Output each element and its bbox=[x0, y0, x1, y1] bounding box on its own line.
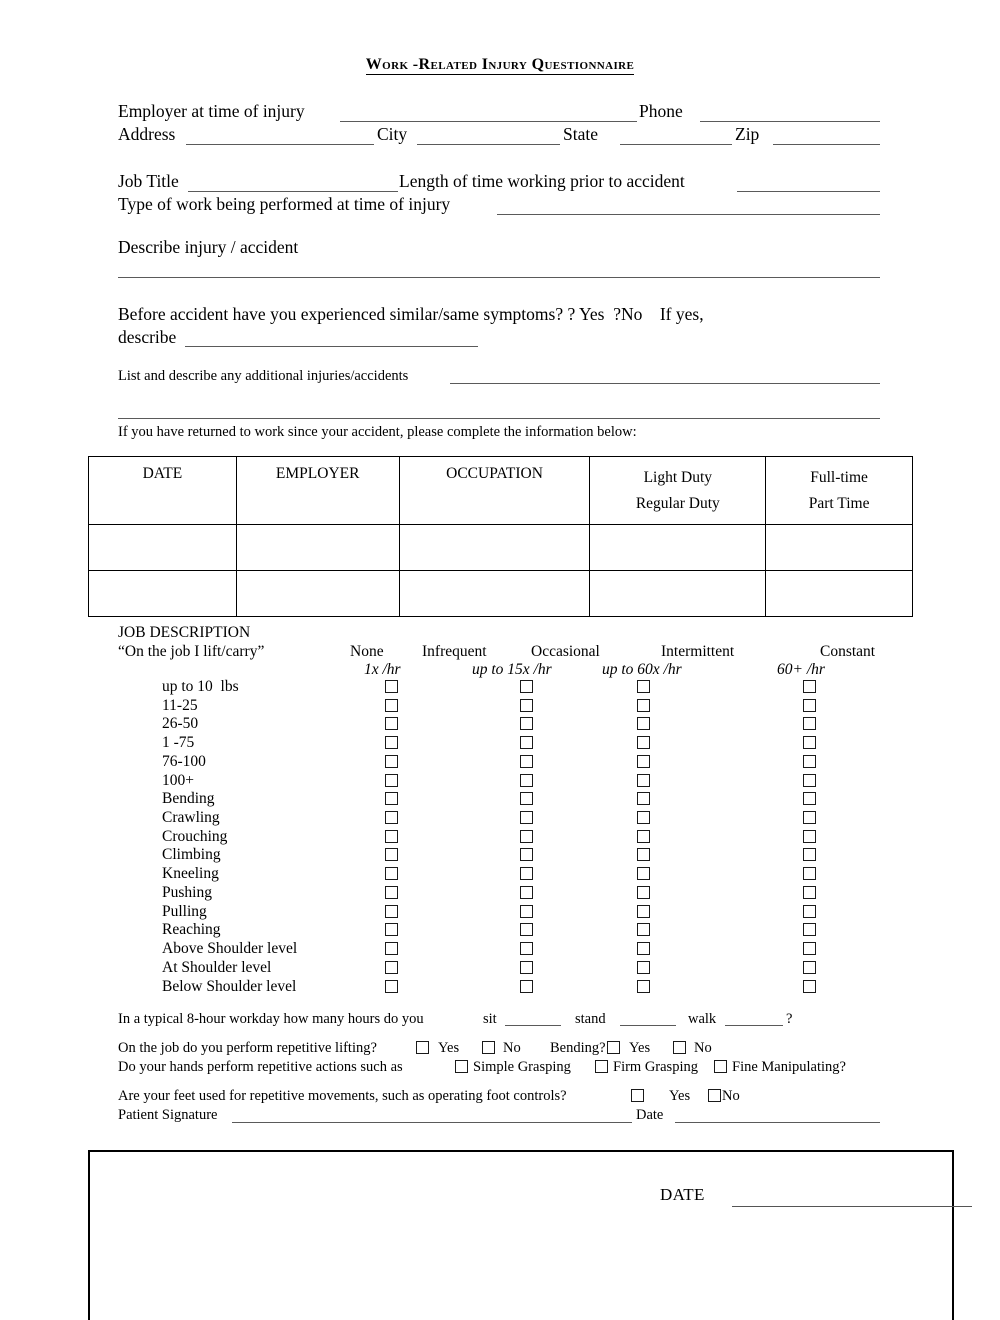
hands-repetitive-question: Do your hands perform repetitive actions such as bbox=[118, 1059, 403, 1075]
table-header-duty bbox=[590, 457, 766, 525]
repetitive-lifting-question: On the job do you perform repetitive lifting? bbox=[118, 1040, 377, 1056]
table-cell-time[interactable] bbox=[766, 570, 913, 616]
activity-checkbox-constant[interactable] bbox=[803, 774, 816, 787]
prior-symptoms-describe-input-line[interactable] bbox=[185, 346, 478, 347]
activity-label: Crouching bbox=[162, 827, 228, 845]
freq-header-intermittent: Intermittent bbox=[661, 643, 735, 660]
freq-rate-occasional: up to 60x /hr bbox=[602, 661, 682, 678]
activity-checkbox-infrequent[interactable] bbox=[520, 867, 533, 880]
activity-checkbox-infrequent[interactable] bbox=[520, 774, 533, 787]
additional-injuries-input-line-2[interactable] bbox=[118, 418, 880, 419]
activity-checkbox-none[interactable] bbox=[385, 736, 398, 749]
activity-checkbox-infrequent[interactable] bbox=[520, 699, 533, 712]
repetitive-lifting-yes-checkbox[interactable] bbox=[416, 1041, 429, 1054]
activity-checkbox-constant[interactable] bbox=[803, 699, 816, 712]
freq-header-none: None bbox=[350, 643, 384, 660]
activity-checkbox-infrequent[interactable] bbox=[520, 848, 533, 861]
activity-checkbox-infrequent[interactable] bbox=[520, 980, 533, 993]
employer-input-line[interactable] bbox=[340, 121, 637, 122]
activity-checkbox-constant[interactable] bbox=[803, 886, 816, 899]
activity-checkbox-constant[interactable] bbox=[803, 848, 816, 861]
header-occupation-text: OCCUPATION bbox=[446, 465, 543, 482]
activity-checkbox-none[interactable] bbox=[385, 848, 398, 861]
firm-grasping-label: Firm Grasping bbox=[613, 1059, 698, 1075]
patient-signature-label: Patient Signature bbox=[118, 1107, 218, 1123]
activity-checkbox-constant[interactable] bbox=[803, 961, 816, 974]
activity-checkbox-infrequent[interactable] bbox=[520, 923, 533, 936]
activity-label: Below Shoulder level bbox=[162, 977, 297, 995]
stand-label: stand bbox=[575, 1011, 606, 1027]
activity-checkbox-constant[interactable] bbox=[803, 942, 816, 955]
activity-checkbox-none[interactable] bbox=[385, 905, 398, 918]
activity-label: 1 -75 bbox=[162, 734, 195, 752]
activity-checkbox-occasional[interactable] bbox=[637, 867, 650, 880]
feet-no-label: No bbox=[722, 1088, 740, 1104]
header-employer-text: EMPLOYER bbox=[275, 465, 360, 482]
header-light-duty-text: Light Duty bbox=[643, 469, 713, 486]
activity-checkbox-occasional[interactable] bbox=[637, 755, 650, 768]
activity-checkbox-constant[interactable] bbox=[803, 755, 816, 768]
activity-checkbox-occasional[interactable] bbox=[637, 699, 650, 712]
activity-checkbox-none[interactable] bbox=[385, 867, 398, 880]
activity-checkbox-occasional[interactable] bbox=[637, 792, 650, 805]
zip-input-line[interactable] bbox=[773, 144, 880, 145]
activity-label: 11-25 bbox=[162, 696, 198, 714]
table-cell-date[interactable] bbox=[89, 570, 237, 616]
activity-checkbox-infrequent[interactable] bbox=[520, 792, 533, 805]
sit-label: sit bbox=[483, 1011, 497, 1027]
additional-injuries-label: List and describe any additional injuries/accidents bbox=[118, 368, 409, 384]
activity-checkbox-constant[interactable] bbox=[803, 717, 816, 730]
freq-header-occasional: Occasional bbox=[531, 643, 600, 660]
activity-checkbox-infrequent[interactable] bbox=[520, 736, 533, 749]
job-description-subheading: “On the job I lift/carry” bbox=[118, 643, 265, 660]
activity-checkbox-constant[interactable] bbox=[803, 923, 816, 936]
activity-label: Pulling bbox=[162, 902, 207, 920]
table-header-occupation bbox=[399, 457, 590, 525]
phone-label: Phone bbox=[639, 101, 683, 121]
activity-checkbox-infrequent[interactable] bbox=[520, 717, 533, 730]
type-of-work-label: Type of work being performed at time of injury bbox=[118, 194, 451, 214]
feet-yes-checkbox[interactable] bbox=[631, 1089, 644, 1102]
activity-checkbox-none[interactable] bbox=[385, 699, 398, 712]
table-cell-date[interactable] bbox=[89, 524, 237, 570]
city-label: City bbox=[377, 124, 408, 144]
job-title-input-line[interactable] bbox=[188, 191, 398, 192]
activity-checkbox-occasional[interactable] bbox=[637, 923, 650, 936]
activity-label: At Shoulder level bbox=[162, 958, 272, 976]
workday-question-prefix: In a typical 8-hour workday how many hours do you bbox=[118, 1011, 424, 1027]
table-cell-employer[interactable] bbox=[236, 524, 399, 570]
activity-checkbox-occasional[interactable] bbox=[637, 736, 650, 749]
feet-yes-label: Yes bbox=[669, 1088, 691, 1104]
page-title-text: Work -Related Injury Questionnaire bbox=[365, 56, 635, 73]
activity-checkbox-constant[interactable] bbox=[803, 680, 816, 693]
repetitive-lifting-yes-label: Yes bbox=[438, 1040, 460, 1056]
activity-checkbox-occasional[interactable] bbox=[637, 942, 650, 955]
employer-label: Employer at time of injury bbox=[118, 101, 305, 121]
firm-grasping-checkbox[interactable] bbox=[595, 1060, 608, 1073]
length-of-time-label: Length of time working prior to accident bbox=[399, 171, 685, 191]
repetitive-lifting-no-checkbox[interactable] bbox=[482, 1041, 495, 1054]
job-title-label: Job Title bbox=[118, 171, 179, 191]
activity-label: Above Shoulder level bbox=[162, 940, 298, 958]
fine-manipulating-checkbox[interactable] bbox=[714, 1060, 727, 1073]
activity-checkbox-none[interactable] bbox=[385, 886, 398, 899]
feet-no-checkbox[interactable] bbox=[708, 1089, 721, 1102]
phone-input-line[interactable] bbox=[700, 121, 880, 122]
table-cell-occupation[interactable] bbox=[399, 570, 590, 616]
returned-to-work-label: If you have returned to work since your accident, please complete the information below: bbox=[118, 424, 637, 440]
bending-no-label: No bbox=[694, 1040, 712, 1056]
signature-date-label: Date bbox=[636, 1107, 664, 1123]
activity-checkbox-occasional[interactable] bbox=[637, 774, 650, 787]
bottom-date-input-line[interactable] bbox=[732, 1206, 972, 1207]
activity-checkbox-infrequent[interactable] bbox=[520, 942, 533, 955]
header-date-text: DATE bbox=[142, 465, 183, 482]
activity-checkbox-infrequent[interactable] bbox=[520, 830, 533, 843]
activity-checkbox-infrequent[interactable] bbox=[520, 811, 533, 824]
type-of-work-input-line[interactable] bbox=[497, 214, 880, 215]
activity-checkbox-occasional[interactable] bbox=[637, 830, 650, 843]
activity-label: Reaching bbox=[162, 921, 221, 939]
sit-input-line[interactable] bbox=[505, 1025, 561, 1026]
table-header-employer bbox=[236, 457, 399, 525]
activity-checkbox-occasional[interactable] bbox=[637, 848, 650, 861]
activity-label: 76-100 bbox=[162, 752, 206, 770]
activity-checkbox-occasional[interactable] bbox=[637, 811, 650, 824]
table-header-row bbox=[89, 457, 913, 525]
feet-repetitive-question: Are your feet used for repetitive movements, such as operating foot controls? bbox=[118, 1088, 567, 1104]
page-title bbox=[0, 56, 1000, 74]
activity-checkbox-none[interactable] bbox=[385, 774, 398, 787]
freq-rate-intermittent: 60+ /hr bbox=[777, 661, 825, 678]
activity-label: 26-50 bbox=[162, 715, 199, 733]
prior-symptoms-describe-label: describe bbox=[118, 327, 177, 347]
bending-no-checkbox[interactable] bbox=[673, 1041, 686, 1054]
activity-checkbox-constant[interactable] bbox=[803, 830, 816, 843]
activity-checkbox-constant[interactable] bbox=[803, 905, 816, 918]
activity-checkbox-occasional[interactable] bbox=[637, 886, 650, 899]
freq-header-constant: Constant bbox=[820, 643, 876, 660]
activity-checkbox-infrequent[interactable] bbox=[520, 905, 533, 918]
activity-checkbox-none[interactable] bbox=[385, 830, 398, 843]
simple-grasping-label: Simple Grasping bbox=[473, 1059, 571, 1075]
activity-label: Climbing bbox=[162, 846, 221, 864]
simple-grasping-checkbox[interactable] bbox=[455, 1060, 468, 1073]
activity-checkbox-constant[interactable] bbox=[803, 736, 816, 749]
job-description-heading: JOB DESCRIPTION bbox=[118, 624, 251, 641]
patient-signature-input-line[interactable] bbox=[232, 1122, 632, 1123]
activity-checkbox-infrequent[interactable] bbox=[520, 755, 533, 768]
bending-yes-checkbox[interactable] bbox=[607, 1041, 620, 1054]
bottom-date-label: DATE bbox=[660, 1185, 705, 1204]
length-of-time-input-line[interactable] bbox=[737, 191, 880, 192]
freq-header-infrequent: Infrequent bbox=[422, 643, 487, 660]
table-cell-time[interactable] bbox=[766, 524, 913, 570]
fine-manipulating-label: Fine Manipulating? bbox=[732, 1059, 846, 1075]
activity-checkbox-infrequent[interactable] bbox=[520, 680, 533, 693]
activity-checkbox-infrequent[interactable] bbox=[520, 886, 533, 899]
table-header-time bbox=[766, 457, 913, 525]
return-to-work-table bbox=[88, 456, 913, 617]
walk-label: walk bbox=[688, 1011, 717, 1027]
repetitive-lifting-no-label: No bbox=[503, 1040, 521, 1056]
describe-injury-label: Describe injury / accident bbox=[118, 237, 299, 257]
activity-label: Kneeling bbox=[162, 865, 219, 883]
table-row[interactable] bbox=[89, 524, 913, 570]
header-part-time-text: Part Time bbox=[808, 495, 870, 513]
header-full-time-text: Full-time bbox=[810, 469, 868, 486]
activity-checkbox-none[interactable] bbox=[385, 717, 398, 730]
table-cell-duty[interactable] bbox=[590, 524, 766, 570]
activity-checkbox-occasional[interactable] bbox=[637, 680, 650, 693]
activity-checkbox-none[interactable] bbox=[385, 792, 398, 805]
activity-checkbox-none[interactable] bbox=[385, 755, 398, 768]
activity-checkbox-constant[interactable] bbox=[803, 980, 816, 993]
activity-checkbox-occasional[interactable] bbox=[637, 717, 650, 730]
describe-injury-input-line[interactable] bbox=[118, 277, 880, 278]
walk-input-line[interactable] bbox=[725, 1025, 783, 1026]
prior-symptoms-question: Before accident have you experienced similar/same symptoms? ? Yes ?No If yes, bbox=[118, 304, 704, 324]
table-header-date bbox=[89, 457, 237, 525]
address-label: Address bbox=[118, 124, 176, 144]
activity-checkbox-none[interactable] bbox=[385, 961, 398, 974]
activity-checkbox-occasional[interactable] bbox=[637, 961, 650, 974]
table-cell-duty[interactable] bbox=[590, 570, 766, 616]
stand-input-line[interactable] bbox=[620, 1025, 676, 1026]
zip-label: Zip bbox=[735, 124, 760, 144]
activity-checkbox-none[interactable] bbox=[385, 980, 398, 993]
activity-checkbox-infrequent[interactable] bbox=[520, 961, 533, 974]
additional-injuries-input-line-1[interactable] bbox=[450, 383, 880, 384]
activity-checkbox-none[interactable] bbox=[385, 923, 398, 936]
activity-checkbox-none[interactable] bbox=[385, 942, 398, 955]
activity-checkbox-constant[interactable] bbox=[803, 867, 816, 880]
freq-rate-none: 1x /hr bbox=[364, 661, 401, 678]
activity-checkbox-none[interactable] bbox=[385, 811, 398, 824]
address-input-line[interactable] bbox=[186, 144, 374, 145]
header-regular-duty-text: Regular Duty bbox=[635, 495, 720, 513]
activity-label: Pushing bbox=[162, 883, 212, 901]
workday-question-suffix: ? bbox=[786, 1011, 793, 1027]
city-input-line[interactable] bbox=[417, 144, 560, 145]
table-cell-occupation[interactable] bbox=[399, 524, 590, 570]
table-row[interactable] bbox=[89, 570, 913, 616]
activity-checkbox-constant[interactable] bbox=[803, 811, 816, 824]
activity-checkbox-occasional[interactable] bbox=[637, 980, 650, 993]
table-cell-employer[interactable] bbox=[236, 570, 399, 616]
signature-date-input-line[interactable] bbox=[675, 1122, 880, 1123]
activity-label: up to 10 lbs bbox=[162, 678, 239, 695]
bending-question: Bending? bbox=[550, 1040, 606, 1056]
activity-label: Crawling bbox=[162, 809, 220, 827]
activity-checkbox-occasional[interactable] bbox=[637, 905, 650, 918]
state-input-line[interactable] bbox=[620, 144, 732, 145]
state-label: State bbox=[563, 124, 598, 144]
activity-label: Bending bbox=[162, 790, 215, 808]
bending-yes-label: Yes bbox=[629, 1040, 651, 1056]
activity-checkbox-none[interactable] bbox=[385, 680, 398, 693]
bottom-provider-box bbox=[88, 1150, 954, 1320]
activity-checkbox-constant[interactable] bbox=[803, 792, 816, 805]
activity-label: 100+ bbox=[162, 771, 194, 789]
freq-rate-infrequent: up to 15x /hr bbox=[472, 661, 552, 678]
